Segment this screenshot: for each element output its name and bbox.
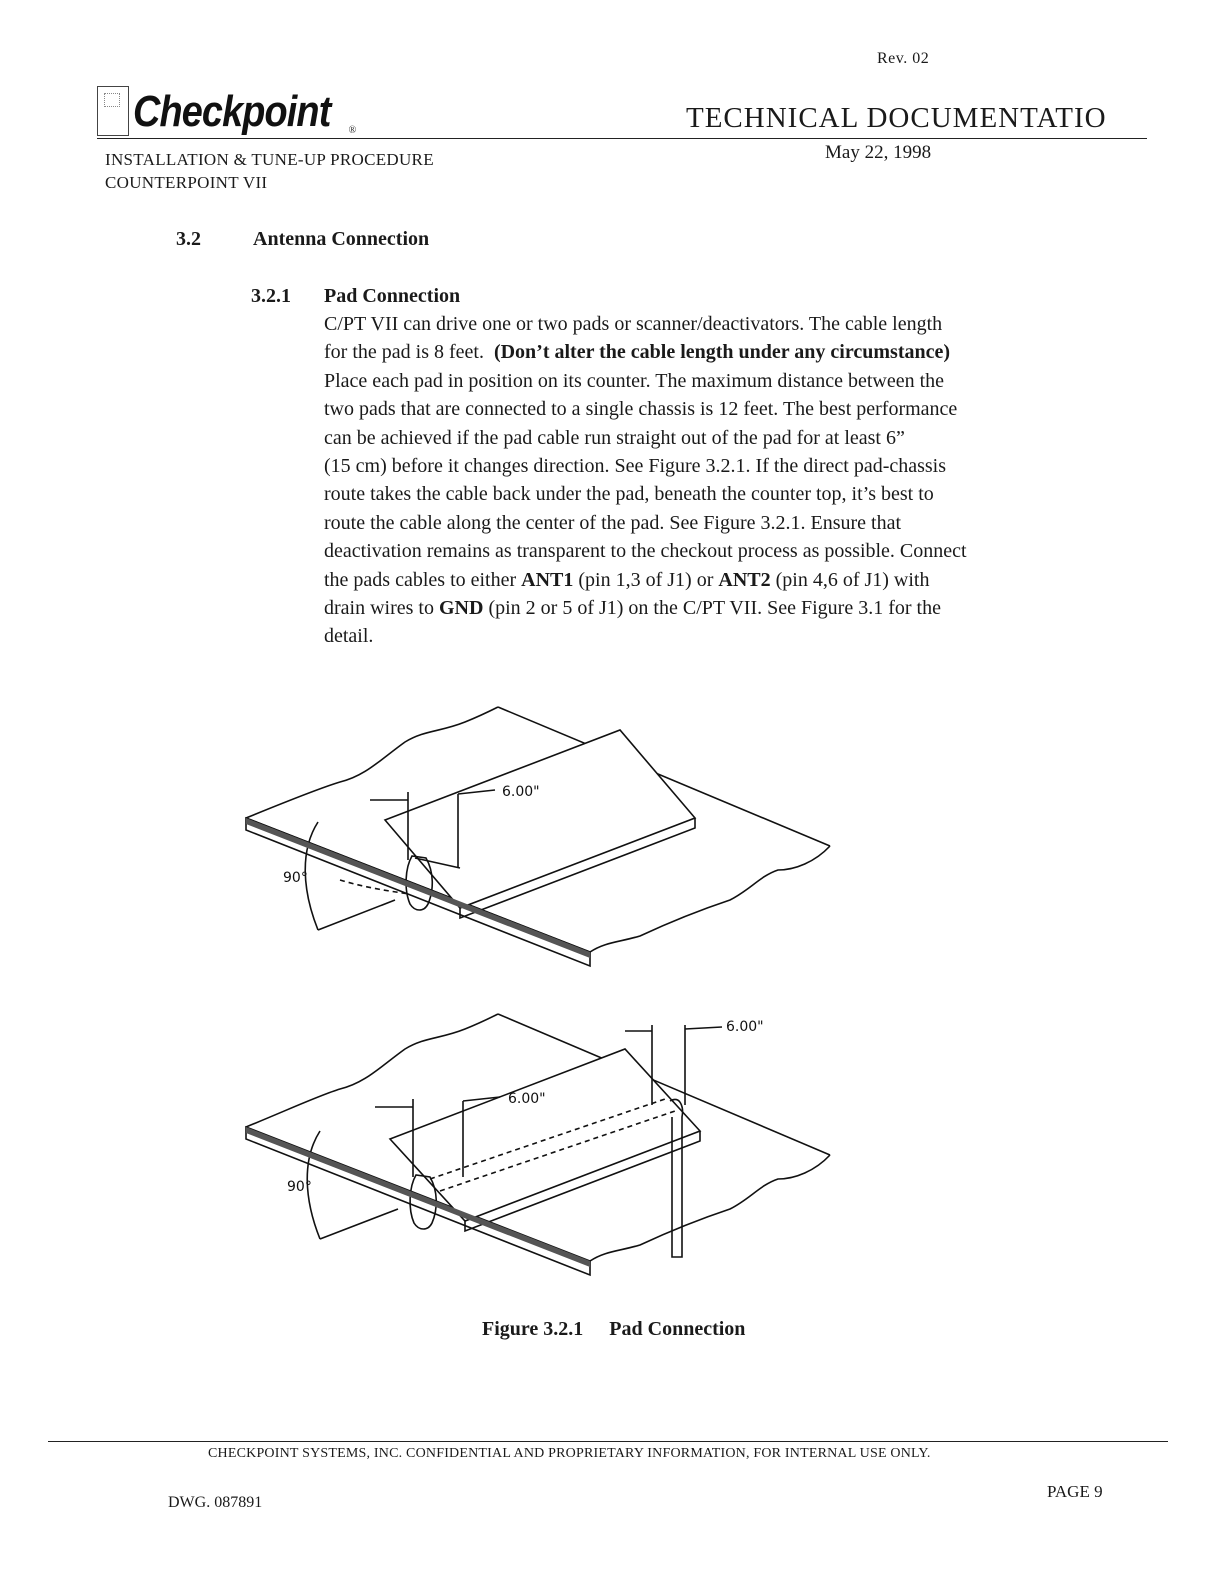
- section-number: 3.2: [176, 228, 201, 250]
- body-line: detail.: [324, 625, 374, 648]
- header-rule: [97, 138, 1147, 139]
- figure-title: Pad Connection: [609, 1318, 746, 1340]
- body-line: deactivation remains as transparent to the checkout process as possible. Connect: [324, 540, 967, 563]
- document-date: May 22, 1998: [825, 142, 932, 163]
- page-number: PAGE 9: [1047, 1482, 1103, 1501]
- angle-label: 90°: [287, 1179, 312, 1195]
- drawing-number: DWG. 087891: [168, 1494, 263, 1511]
- body-line: (15 cm) before it changes direction. See Figure 3.2.1. If the direct pad-chassis: [324, 455, 947, 478]
- figure-caption: [482, 1318, 745, 1341]
- counter-torn-front: [590, 846, 830, 952]
- logo-trademark: ®: [348, 125, 357, 136]
- body-line: Place each pad in position on its counter. The maximum distance between the: [324, 369, 945, 392]
- procedure-heading: [105, 148, 434, 194]
- body-text: (pin 1,3 of J1) or: [578, 568, 714, 591]
- body-line: route the cable along the center of the pad. See Figure 3.2.1. Ensure that: [324, 511, 902, 534]
- body-line: can be achieved if the pad cable run straight out of the pad for at least 6”: [324, 426, 905, 449]
- ant2-term: ANT2: [718, 568, 771, 591]
- ant1-term: ANT1: [521, 568, 574, 591]
- subsection-title: Pad Connection: [324, 285, 461, 307]
- section-title: Antenna Connection: [253, 228, 430, 250]
- revision-label: Rev. 02: [877, 50, 930, 67]
- body-line: [324, 338, 1124, 366]
- confidentiality-notice: CHECKPOINT SYSTEMS, INC. CONFIDENTIAL AND PROPRIETARY INFORMATION, FOR INTERNAL USE ONLY.: [208, 1446, 931, 1461]
- gnd-term: GND: [438, 597, 484, 620]
- dimension-label: 6.00": [502, 784, 540, 800]
- body-text: the pads cables to either: [324, 568, 517, 591]
- body-line: [324, 594, 1124, 622]
- side-dimension-right: [685, 1025, 722, 1105]
- checkpoint-logo: [97, 80, 356, 136]
- angle-label: 90°: [283, 870, 308, 886]
- counter-back-edge: [246, 1014, 498, 1127]
- dimension-label: 6.00": [508, 1091, 546, 1107]
- figure-number: Figure 3.2.1: [482, 1318, 584, 1340]
- body-text: drain wires to: [324, 597, 434, 620]
- logo-box-icon: [97, 86, 129, 136]
- body-text: (pin 4,6 of J1) with: [775, 568, 930, 591]
- body-text: (pin 2 or 5 of J1) on the C/PT VII. See Figure 3.1 for the: [488, 597, 941, 620]
- logo-text: Checkpoint: [133, 87, 331, 136]
- body-line: [324, 566, 1124, 594]
- side-dimension-label: 6.00": [726, 1019, 764, 1035]
- footer-rule: [48, 1441, 1168, 1442]
- procedure-line-2: COUNTERPOINT VII: [105, 173, 268, 192]
- body-line: C/PT VII can drive one or two pads or scanner/deactivators. The cable length: [324, 313, 943, 335]
- body-line: route takes the cable back under the pad, beneath the counter top, it’s best to: [324, 483, 934, 506]
- pad-connection-diagram-top: [230, 690, 850, 990]
- subsection-number: 3.2.1: [251, 285, 291, 307]
- procedure-line-1: INSTALLATION & TUNE-UP PROCEDURE: [105, 150, 434, 169]
- warning-text: (Don’t alter the cable length under any circumstance): [493, 341, 951, 364]
- pad-connection-diagram-bottom: [230, 995, 850, 1285]
- counter-torn-front: [590, 1155, 830, 1261]
- body-line: two pads that are connected to a single chassis is 12 feet. The best performance: [324, 398, 958, 421]
- document-title: TECHNICAL DOCUMENTATIO: [686, 102, 1107, 134]
- subsection-body: [324, 310, 1124, 651]
- body-text: for the pad is 8 feet.: [324, 341, 484, 364]
